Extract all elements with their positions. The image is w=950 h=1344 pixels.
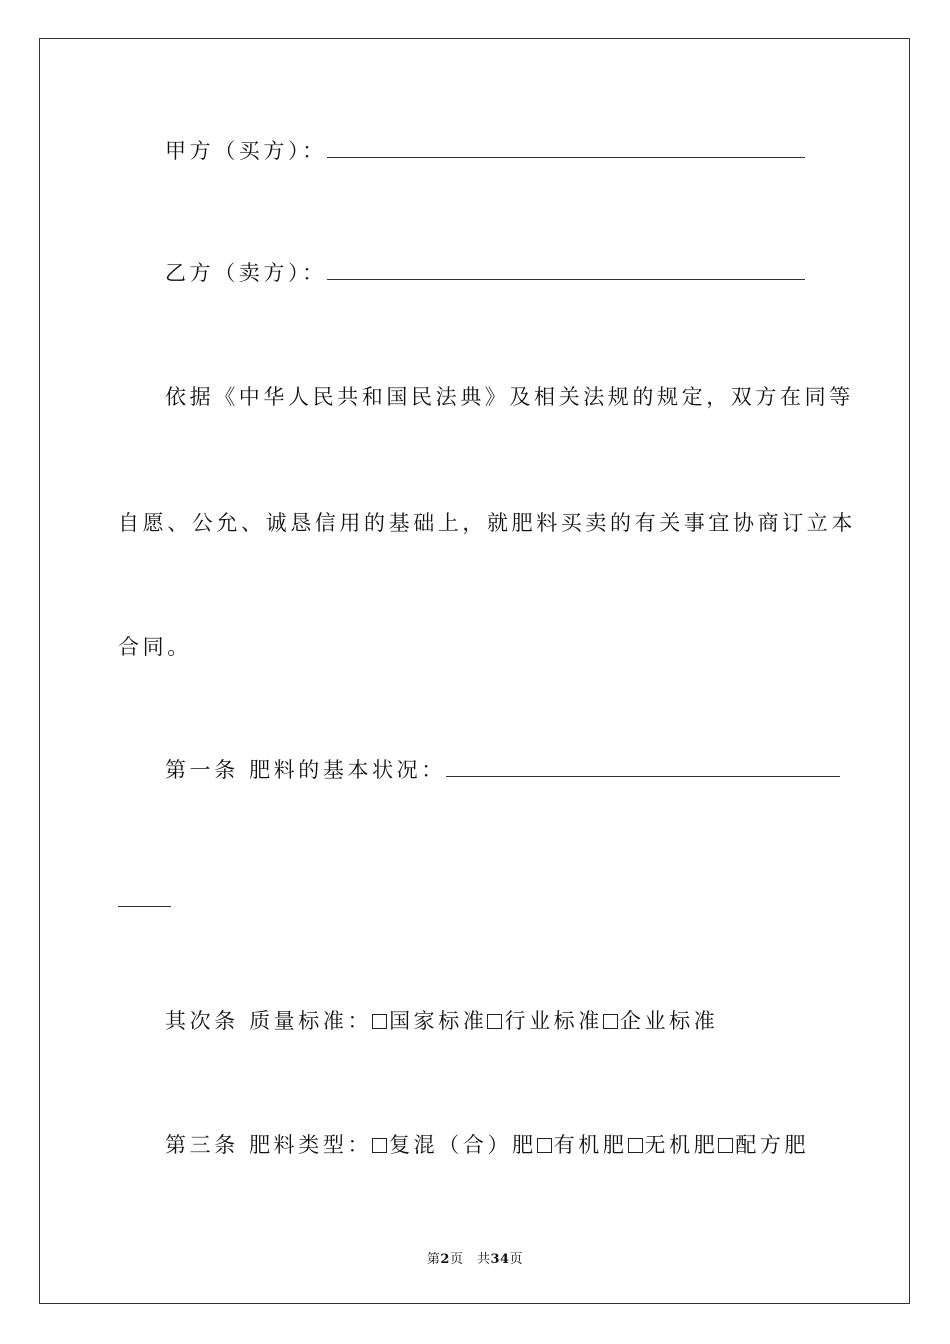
checkbox-compound-fertilizer[interactable]: [372, 1138, 387, 1153]
checkbox-enterprise-standard[interactable]: [603, 1014, 618, 1029]
page-border: [39, 38, 910, 1304]
article-1-label: 第一条 肥料的基本状况：: [165, 758, 446, 782]
article-2-line: [165, 1006, 845, 1036]
option-national-standard: 国家标准: [389, 1009, 488, 1033]
footer-prefix: 第: [426, 1252, 441, 1267]
footer-middle: 页 共: [449, 1252, 491, 1267]
party-a-line: [165, 136, 845, 166]
checkbox-industry-standard[interactable]: [487, 1014, 502, 1029]
party-a-label: 甲方（买方）：: [165, 139, 327, 163]
intro-line-1: 依据《中华人民共和国民法典》及相关法规的规定，双方在同等: [165, 385, 854, 409]
page-footer: [0, 1248, 950, 1267]
article-1-line: [165, 755, 845, 785]
option-inorganic-fertilizer: 无机肥: [644, 1133, 719, 1157]
article-3-line: [165, 1130, 845, 1160]
option-compound-fertilizer: 复混（合）肥: [389, 1133, 537, 1157]
article-3-label: 第三条 肥料类型：: [165, 1133, 373, 1157]
intro-line-3: 合同。: [118, 635, 192, 659]
footer-suffix: 页: [509, 1252, 524, 1267]
current-page-number: 2: [440, 1252, 450, 1267]
option-industry-standard: 行业标准: [504, 1009, 603, 1033]
article-1-blank: [446, 758, 840, 777]
checkbox-national-standard[interactable]: [372, 1014, 387, 1029]
option-formula-fertilizer: 配方肥: [735, 1133, 810, 1157]
party-b-line: [165, 258, 845, 288]
intro-line-2: 自愿、公允、诚恳信用的基础上，就肥料买卖的有关事宜协商订立本: [118, 511, 856, 535]
checkbox-inorganic-fertilizer[interactable]: [628, 1138, 643, 1153]
option-enterprise-standard: 企业标准: [619, 1009, 719, 1033]
party-a-blank: [327, 139, 805, 158]
article-1-blank-continued: [118, 906, 171, 907]
article-2-label: 其次条 质量标准：: [165, 1009, 373, 1033]
party-b-label: 乙方（卖方）：: [165, 261, 327, 285]
checkbox-organic-fertilizer[interactable]: [537, 1138, 552, 1153]
option-organic-fertilizer: 有机肥: [553, 1133, 628, 1157]
total-page-count: 34: [490, 1252, 510, 1267]
party-b-blank: [327, 261, 805, 280]
checkbox-formula-fertilizer[interactable]: [718, 1138, 733, 1153]
